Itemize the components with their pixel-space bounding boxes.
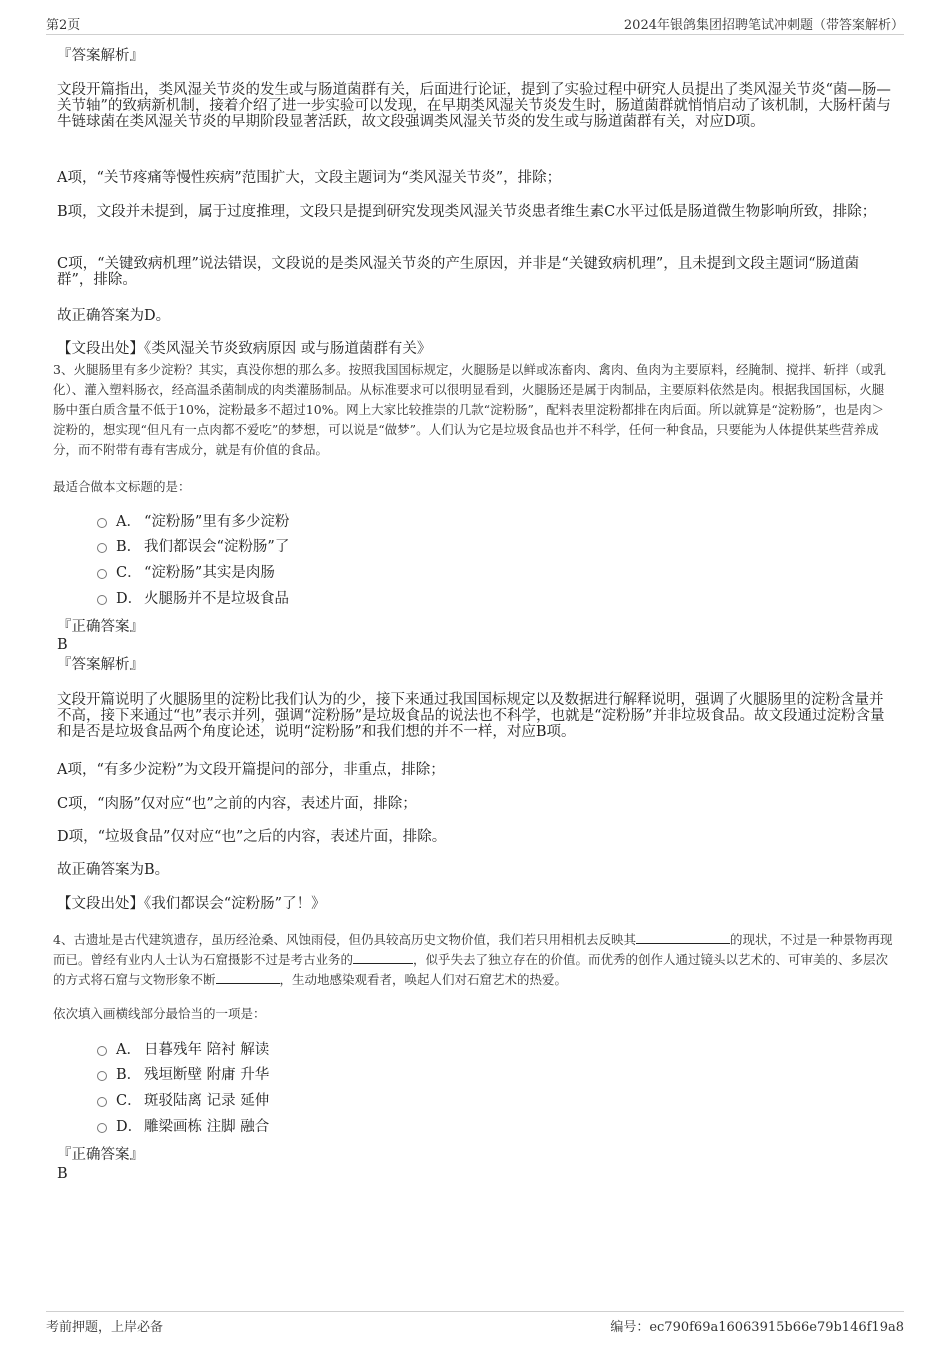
q3-option-c-analysis: C项，“肉肠”仅对应“也”之前的内容，表述片面，排除； bbox=[57, 796, 417, 812]
q4-blank-3 bbox=[216, 973, 280, 984]
option-text: 日暮残年 陪衬 解读 bbox=[144, 1042, 270, 1058]
option-text: 斑驳陆离 记录 延伸 bbox=[144, 1093, 270, 1109]
option-text: 火腿肠并不是垃圾食品 bbox=[144, 591, 289, 607]
q4-stem-part-1: 4、古遗址是古代建筑遗存，虽历经沧桑、风蚀雨侵，但仍具较高历史文物价值，我们若只用相机去反映其 bbox=[53, 932, 636, 947]
option-letter: C． bbox=[116, 565, 142, 581]
q3-option-d-analysis: D项，“垃圾食品”仅对应“也”之后的内容，表述片面，排除。 bbox=[57, 829, 447, 845]
q3-prompt: 最适合做本文标题的是： bbox=[53, 479, 191, 494]
q3-option-b[interactable] bbox=[97, 538, 289, 556]
option-text: “淀粉肠”里有多少淀粉 bbox=[144, 514, 290, 530]
q3-option-c[interactable] bbox=[97, 564, 275, 582]
option-letter: B． bbox=[116, 539, 142, 555]
q3-source: 【文段出处】《我们都误会“淀粉肠”了！》 bbox=[57, 896, 326, 912]
q3-answer-label: 『正确答案』 bbox=[57, 619, 144, 635]
q2-option-a-analysis: A项，“关节疼痛等慢性疾病”范围扩大，文段主题词为“类风湿关节炎”，排除； bbox=[57, 170, 562, 186]
q2-source: 【文段出处】《类风湿关节炎致病原因 或与肠道菌群有关》 bbox=[57, 341, 432, 357]
q4-option-a[interactable] bbox=[97, 1041, 269, 1059]
q2-option-c-analysis: C项，“关键致病机理”说法错误，文段说的是类风湿关节炎的产生原因，并非是“关键致病机理”，且未提到文段主题词“肠道菌群”，排除。 bbox=[57, 256, 860, 288]
radio-icon[interactable] bbox=[97, 595, 107, 605]
option-letter: D． bbox=[116, 591, 143, 607]
q4-stem-part-2: 的现状，不过是一种景物再现而已。曾经有业内人士认为石窟摄影不过是考古业务的 bbox=[53, 932, 893, 967]
page-number: 第2页 bbox=[46, 18, 81, 33]
q4-prompt: 依次填入画横线部分最恰当的一项是： bbox=[53, 1006, 266, 1021]
radio-icon[interactable] bbox=[97, 569, 107, 579]
option-text: 我们都误会“淀粉肠”了 bbox=[144, 539, 290, 555]
option-letter: B． bbox=[116, 1067, 142, 1083]
q2-correct-answer: 故正确答案为D。 bbox=[57, 308, 171, 324]
option-letter: A． bbox=[116, 514, 141, 530]
radio-icon[interactable] bbox=[97, 1071, 107, 1081]
q3-correct-answer: 故正确答案为B。 bbox=[57, 862, 170, 878]
q3-answer: B bbox=[57, 637, 68, 653]
q4-answer-label: 『正确答案』 bbox=[57, 1147, 144, 1163]
q2-analysis-label: 『答案解析』 bbox=[57, 48, 144, 64]
option-letter: D． bbox=[116, 1119, 143, 1135]
q3-analysis-paragraph: 文段开篇说明了火腿肠里的淀粉比我们认为的少，接下来通过我国国标规定以及数据进行解释说明，强调了火腿肠里的淀粉含量并不高，接下来通过“也”表示并列，强调“淀粉肠”是垃圾食品的说法也不科学，也就是“淀粉肠”并非垃圾食品。故文段通过淀粉含量和是否是垃圾食品两个角度论述，说明“淀粉肠”和我们想的并不一样，对应B项。 bbox=[57, 692, 885, 740]
q3-stem: 3、火腿肠里有多少淀粉？其实，真没你想的那么多。按照我国国标规定，火腿肠是以鲜或冻畜肉、禽肉、鱼肉为主要原料，经腌制、搅拌、斩拌（或乳化）、灌入塑料肠衣，经高温杀菌制成的肉类灌肠制品。从标准要求可以很明显看到，火腿肠还是属于肉制品，主要原料依然是肉。根据我国国标，火腿肠中蛋白质含量不低于10%，淀粉最多不超过10%。网上大家比较推崇的几款“淀粉肠”，配料表里淀粉都排在肉后面。所以就算是“淀粉肠”，也是肉＞淀粉的，想实现“但凡有一点肉都不爱吃”的梦想，可以说是“做梦”。人们认为它是垃圾食品也并不科学，任何一种食品，只要能为人体提供某些营养成分，而不附带有毒有害成分，就是有价值的食品。 bbox=[53, 362, 886, 457]
q2-option-b-analysis: B项，文段并未提到，属于过度推理，文段只是提到研究发现类风湿关节炎患者维生素C水平过低是肠道微生物影响所致，排除； bbox=[57, 204, 877, 220]
page-footer bbox=[46, 1311, 904, 1336]
q3-option-a-analysis: A项，“有多少淀粉”为文段开篇提问的部分，非重点，排除； bbox=[57, 762, 445, 778]
page-header bbox=[46, 12, 904, 35]
q2-analysis-paragraph: 文段开篇指出，类风湿关节炎的发生或与肠道菌群有关，后面进行论证，提到了实验过程中研究人员提出了类风湿关节炎“菌—肠—关节轴”的致病新机制，接着介绍了进一步实验可以发现，在早期类风湿关节炎发生时，肠道菌群就悄悄启动了该机制，大肠杆菌与牛链球菌在类风湿关节炎的早期阶段显著活跃，故文段强调类风湿关节炎的发生或与肠道菌群有关，对应D项。 bbox=[57, 82, 891, 130]
q3-option-a[interactable] bbox=[97, 513, 289, 531]
q4-answer: B bbox=[57, 1166, 68, 1182]
radio-icon[interactable] bbox=[97, 518, 107, 528]
footer-slogan: 考前押题，上岸必备 bbox=[46, 1320, 164, 1335]
q4-blank-1 bbox=[636, 933, 730, 944]
q3-analysis-label: 『答案解析』 bbox=[57, 657, 144, 673]
document-title: 2024年银鸽集团招聘笔试冲刺题（带答案解析） bbox=[623, 18, 904, 33]
q4-stem-part-3: ，似乎失去了独立存在的价值。而优秀的创作人通过镜头以艺术的、可审美的、多层次的方式将石窟与文物形象不断 bbox=[53, 952, 889, 987]
q3-option-d[interactable] bbox=[97, 590, 289, 608]
option-text: “淀粉肠”其实是肉肠 bbox=[144, 565, 275, 581]
option-letter: A． bbox=[116, 1042, 141, 1058]
q4-blank-2 bbox=[353, 953, 413, 964]
q4-option-b[interactable] bbox=[97, 1066, 269, 1084]
q4-stem bbox=[53, 930, 893, 990]
q4-stem-part-4: ，生动地感染观看者，唤起人们对石窟艺术的热爱。 bbox=[279, 972, 568, 987]
radio-icon[interactable] bbox=[97, 543, 107, 553]
radio-icon[interactable] bbox=[97, 1123, 107, 1133]
q4-option-d[interactable] bbox=[97, 1118, 269, 1136]
radio-icon[interactable] bbox=[97, 1046, 107, 1056]
document-id: 编号：ec790f69a16063915b66e79b146f19a8 bbox=[610, 1320, 904, 1335]
option-text: 残垣断壁 附庸 升华 bbox=[144, 1067, 270, 1083]
option-letter: C． bbox=[116, 1093, 142, 1109]
option-text: 雕梁画栋 注脚 融合 bbox=[144, 1119, 270, 1135]
q4-option-c[interactable] bbox=[97, 1092, 269, 1110]
radio-icon[interactable] bbox=[97, 1097, 107, 1107]
